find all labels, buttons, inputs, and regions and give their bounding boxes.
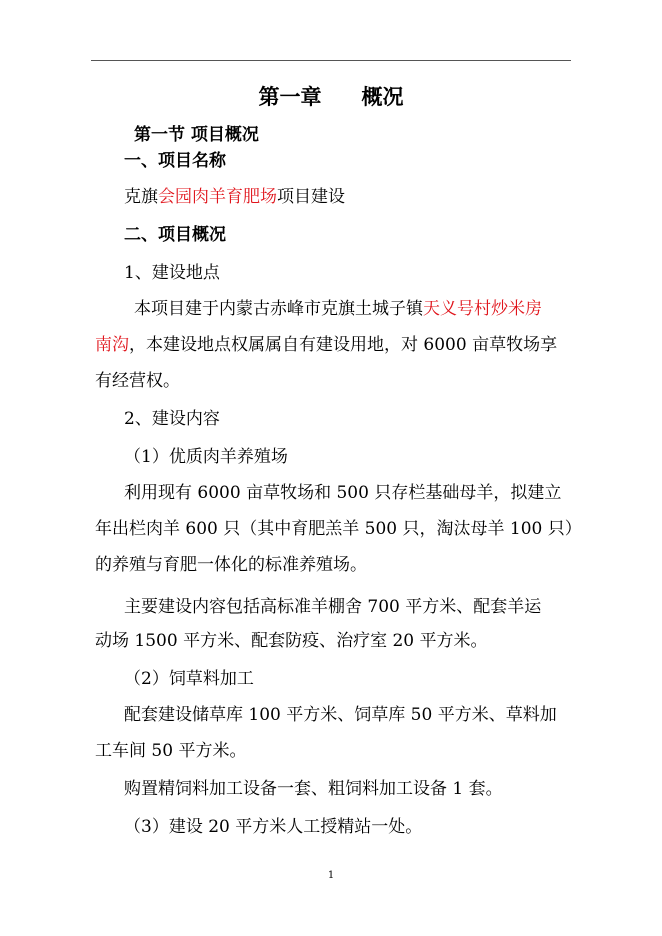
section-heading: 第一节 项目概况 <box>134 125 259 145</box>
item-2: （2）饲草料加工 <box>124 669 254 689</box>
subheading-location: 1、建设地点 <box>124 263 220 283</box>
para-feed-line2: 工车间 50 平方米。 <box>95 741 247 761</box>
para-feed-line1: 配套建设储草库 100 平方米、饲草库 50 平方米、草料加 <box>124 705 557 725</box>
heading-overview: 二、项目概况 <box>124 225 226 245</box>
para-farm-line3: 的养殖与育肥一体化的标准养殖场。 <box>95 555 367 575</box>
chapter-name: 概况 <box>361 84 404 109</box>
para-farm-line2: 年出栏肉羊 600 只（其中育肥羔羊 500 只，淘汰母羊 100 只） <box>95 519 582 539</box>
project-name-pre: 克旗 <box>124 187 158 207</box>
para-farm-line1: 利用现有 6000 亩草牧场和 500 只存栏基础母羊，拟建立 <box>124 483 562 503</box>
para-build-line1: 主要建设内容包括高标准羊棚舍 700 平方米、配套羊运 <box>124 597 542 617</box>
project-name-highlight: 会园肉羊育肥场 <box>158 187 277 207</box>
subheading-content: 2、建设内容 <box>124 409 220 429</box>
heading-project-name: 一、项目名称 <box>124 151 226 171</box>
chapter-title <box>0 86 662 108</box>
para-location-highlight: 天义号村炒米房 <box>423 299 542 319</box>
item-1: （1）优质肉羊养殖场 <box>124 447 288 467</box>
para-build-line2: 动场 1500 平方米、配套防疫、治疗室 20 平方米。 <box>95 631 488 651</box>
para-location-highlight2: 南沟 <box>95 335 129 355</box>
para-location-line3: 有经营权。 <box>95 371 180 391</box>
para-equipment: 购置精饲料加工设备一套、粗饲料加工设备 1 套。 <box>124 779 503 799</box>
item-3: （3）建设 20 平方米人工授精站一处。 <box>124 817 423 837</box>
project-name-post: 项目建设 <box>277 187 345 207</box>
para-location-line2 <box>95 334 557 356</box>
chapter-number: 第一章 <box>258 84 322 109</box>
para-location-line1-text: 本项目建于内蒙古赤峰市克旗土城子镇 <box>134 299 423 319</box>
header-rule <box>91 60 571 61</box>
para-location-line2-text: ，本建设地点权属属自有建设用地，对 6000 亩草牧场享 <box>129 335 558 355</box>
project-name-text <box>124 186 345 208</box>
para-location-line1 <box>134 298 542 320</box>
page-number: 1 <box>327 870 335 881</box>
